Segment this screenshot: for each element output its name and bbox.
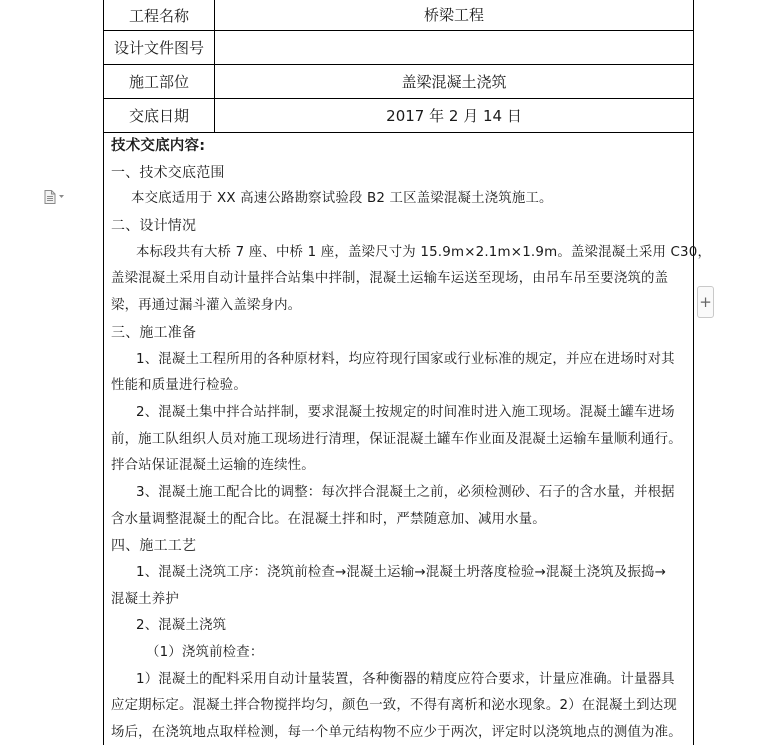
cell-label: 交底日期 bbox=[104, 99, 215, 132]
paragraph-line: 2、混凝土集中拌合站拌制，要求混凝土按规定的时间准时进入施工现场。混凝土罐车进场 bbox=[136, 404, 675, 420]
paragraph-line: 本标段共有大桥 7 座、中桥 1 座，盖梁尺寸为 15.9m×2.1m×1.9m。盖梁混凝土采用 C30， bbox=[136, 244, 712, 260]
content-title: 技术交底内容: bbox=[111, 138, 206, 154]
paragraph-line: 盖梁混凝土采用自动计量拌合站集中拌制，混凝土运输车运送至现场，由吊车吊至要浇筑的盖 bbox=[111, 271, 669, 287]
cell-value[interactable]: 2017 年 2 月 14 日 bbox=[386, 107, 522, 125]
paragraph-line: 1、混凝土工程所用的各种原材料，均应符现行国家或行业标准的规定，并应在进场时对其 bbox=[136, 351, 675, 367]
document-icon bbox=[44, 190, 56, 204]
table-row bbox=[104, 31, 693, 65]
cell-label: 工程名称 bbox=[104, 0, 215, 30]
paragraph-line: 1、混凝土浇筑工序：浇筑前检查→混凝土运输→混凝土坍落度检验→混凝土浇筑及振捣→ bbox=[136, 565, 667, 580]
section-heading: 二、设计情况 bbox=[111, 218, 197, 235]
subsection-heading: 2、混凝土浇筑 bbox=[136, 618, 227, 634]
section-heading: 三、施工准备 bbox=[111, 324, 197, 341]
subsection-heading: （1）浇筑前检查： bbox=[146, 645, 264, 661]
plus-icon: + bbox=[699, 293, 712, 311]
paragraph-line: 拌合站保证混凝土运输的连续性。 bbox=[111, 458, 315, 474]
paragraph-line: 混凝土养护 bbox=[111, 591, 179, 607]
paragraph-line: 含水量调整混凝土的配合比。在混凝土拌和时，严禁随意加、减用水量。 bbox=[111, 511, 546, 527]
add-row-button[interactable] bbox=[697, 286, 714, 318]
page-margin-handle[interactable] bbox=[44, 190, 64, 204]
cell-label: 设计文件图号 bbox=[104, 31, 215, 64]
paragraph-line: 应定期标定。混凝土拌合物搅拌均匀，颜色一致，不得有离析和泌水现象。2）在混凝土到达现 bbox=[111, 698, 677, 714]
cell-value[interactable]: 盖梁混凝土浇筑 bbox=[401, 73, 507, 91]
paragraph-line: 场后，在浇筑地点取样检测，每一个单元结构物不应少于两次，评定时以浇筑地点的测值为准。 bbox=[111, 725, 682, 741]
paragraph-line: 前，施工队组织人员对施工现场进行清理，保证混凝土罐车作业面及混凝土运输车量顺利通行。 bbox=[111, 431, 682, 447]
chevron-down-icon bbox=[59, 195, 64, 199]
paragraph-line: 梁，再通过漏斗灌入盖梁身内。 bbox=[111, 298, 302, 314]
cell-value[interactable] bbox=[215, 31, 693, 64]
paragraph-line: 1）混凝土的配料采用自动计量装置，各种衡器的精度应符合要求，计量应准确。计量器具 bbox=[136, 671, 675, 687]
table-row bbox=[104, 99, 693, 133]
paragraph-line: 本交底适用于 XX 高速公路勘察试验段 B2 工区盖梁混凝土浇筑施工。 bbox=[131, 191, 553, 207]
section-heading: 一、技术交底范围 bbox=[111, 164, 225, 181]
section-heading: 四、施工工艺 bbox=[111, 538, 197, 555]
paragraph-line: 性能和质量进行检验。 bbox=[111, 378, 247, 394]
disclosure-content[interactable] bbox=[104, 133, 712, 747]
table-row bbox=[104, 0, 693, 31]
document-table bbox=[103, 0, 712, 745]
paragraph-line: 3、混凝土施工配合比的调整：每次拌合混凝土之前，必须检测砂、石子的含水量，并根据 bbox=[136, 484, 675, 500]
cell-value[interactable]: 桥梁工程 bbox=[423, 6, 484, 24]
table-row bbox=[104, 65, 693, 99]
cell-label: 施工部位 bbox=[104, 65, 215, 98]
